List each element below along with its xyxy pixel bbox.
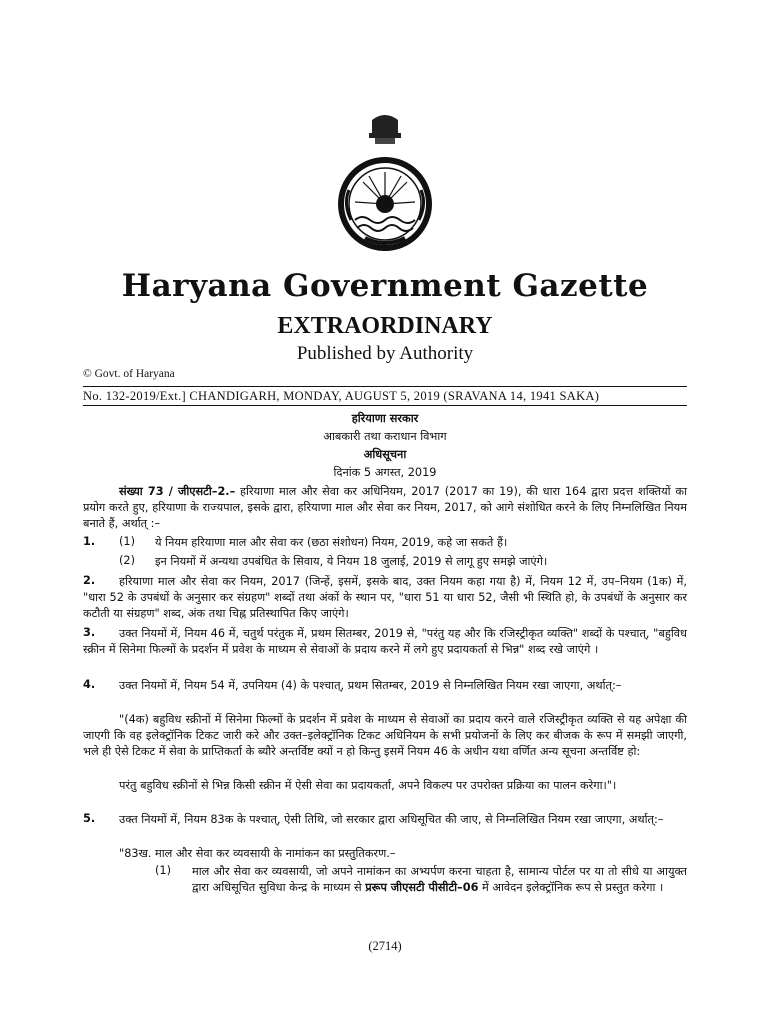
preamble-text: हरियाणा माल और सेवा कर अधिनियम, 2017 (2017 का 19), की धारा 164 द्वारा प्रदत्त शक्तियों का प्रयोग करते हुए, हरियाणा के राज्यपाल, इसके द्वारा, हरियाणा माल और सेवा कर नियम, 2017, को आगे संशोधित करने के लिए निम्नलिखित नियम बनाते हैं, अर्थात् :–: [83, 485, 687, 530]
rule-number: 4.: [83, 678, 96, 691]
issue-bottom-rule: [83, 405, 687, 406]
rule-text: उक्त नियमों में, नियम 46 में, चतुर्थ परंतुक में, प्रथम सितम्बर, 2019 से, "परंतु यह और कि रजिस्ट्रीकृत व्यक्ति" शब्दों के पश्चात्, "बहुविध स्क्रीन में सिनेमा फिल्मों के प्रदर्शन में प्रवेश के माध्यम से सेवाओं के प्रदाय करने में लगे हुए प्रदायकर्ता से भिन्न" शब्द रखे जाएंगे ।: [83, 627, 687, 656]
issue-top-rule: [83, 386, 687, 387]
clause-text: [192, 864, 687, 896]
clause-label: (1): [155, 864, 172, 877]
rule-number: 2.: [83, 574, 96, 587]
authority-label: Published by Authority: [296, 343, 474, 364]
form-reference: प्ररूप जीएसटी पीसीटी–06: [365, 881, 479, 894]
department-heading: आबकारी तथा कराधान विभाग: [323, 430, 447, 443]
proviso-text: परंतु बहुविध स्क्रीनों से भिन्न किसी स्क्रीन में ऐसी सेवा का प्रदायकर्ता, अपने विकल्प पर उपरोक्त प्रक्रिया का पालन करेगा।"।: [119, 779, 617, 792]
rule-number: 5.: [83, 812, 96, 825]
rule-number: 3.: [83, 626, 96, 639]
edition-label: EXTRAORDINARY: [277, 313, 493, 339]
inserted-rule-heading: "83ख. माल और सेवा कर व्यवसायी के नामांकन का प्रस्तुतिकरण.–: [119, 847, 396, 860]
copyright-line: © Govt. of Haryana: [83, 368, 175, 380]
notification-title: अधिसूचना: [363, 448, 407, 461]
notification-date: दिनांक 5 अगस्त, 2019: [333, 466, 437, 479]
haryana-emblem-icon: [325, 112, 445, 252]
rule-text: उक्त नियमों में, नियम 54 में, उपनियम (4) के पश्चात्, प्रथम सितम्बर, 2019 से निम्नलिखित नियम रखा जाएगा, अर्थात्:–: [119, 679, 622, 692]
inserted-rule-text: "(4क) बहुविध स्क्रीनों में सिनेमा फिल्मों के प्रदर्शन में प्रवेश के माध्यम से सेवाओं का प्रदाय करने वाले रजिस्ट्रीकृत व्यक्ति से यह अपेक्षा की जाएगी कि वह इलेक्ट्रॉनिक टिकट जारी करे और उक्त–इलेक्ट्रॉनिक टिकट अधिनियम के सभी प्रयोजनों के लिए कर बीजक के रूप में समझी जाएगी, भले ही ऐसे टिकट में सेवा के प्राप्तिकर्ता के ब्यौरे अन्तर्विष्ट क्यों न हो किन्तु इसमें नियम 46 के अधीन यथा वर्णित अन्य सूचना अन्तर्विष्ट हो:: [83, 713, 687, 758]
clause-text-part: में आवेदन इलेक्ट्रॉनिक रूप से प्रस्तुत करेगा ।: [482, 881, 664, 894]
rule-text: उक्त नियमों में, नियम 83क के पश्चात्, ऐसी तिथि, जो सरकार द्वारा अधिसूचित की जाए, से निम्नलिखित नियम रखा जाएगा, अर्थात्:–: [119, 813, 664, 826]
page-number: (2714): [368, 939, 402, 953]
issue-line: No. 132-2019/Ext.] CHANDIGARH, MONDAY, AUGUST 5, 2019 (SRAVANA 14, 1941 SAKA): [83, 389, 600, 403]
rule-number: 1.: [83, 535, 96, 548]
clause-text-part: माल और सेवा कर व्यवसायी, जो अपने नामांकन का अभ्यर्पण करना चाहता है, सामान्य पोर्टल पर या तो सीधे या आयुक्त द्वारा अधिसूचित सुविधा केन्द्र के माध्यम से: [192, 865, 687, 894]
gazette-masthead: Haryana Government Gazette: [121, 268, 649, 304]
clause-text: ये नियम हरियाणा माल और सेवा कर (छठा संशोधन) नियम, 2019, कहे जा सकते हैं।: [155, 536, 508, 549]
preamble-paragraph: [83, 484, 687, 532]
rule-text: हरियाणा माल और सेवा कर नियम, 2017 (जिन्हें, इसमें, इसके बाद, उक्त नियम कहा गया है) में, नियम 12 में, उप–नियम (1क) में, "धारा 52 के उपबंधों के अनुसार कर संग्रहण" शब्दों तथा अंकों के स्थान पर, "धारा 51 या धारा 52, जैसी भी स्थिति हो, के उपबंधों के अनुसार कर कटौती या संग्रहण" शब्द, अंक तथा चिह्न प्रतिस्थापित किए जाएंगे।: [83, 575, 687, 620]
clause-label: (1): [119, 535, 136, 548]
notification-number: संख्या 73 / जीएसटी–2.–: [119, 485, 236, 498]
clause-label: (2): [119, 554, 136, 567]
government-heading: हरियाणा सरकार: [351, 412, 419, 425]
clause-text: इन नियमों में अन्यथा उपबंधित के सिवाय, ये नियम 18 जुलाई, 2019 से लागू हुए समझे जाएंगे।: [155, 555, 548, 568]
